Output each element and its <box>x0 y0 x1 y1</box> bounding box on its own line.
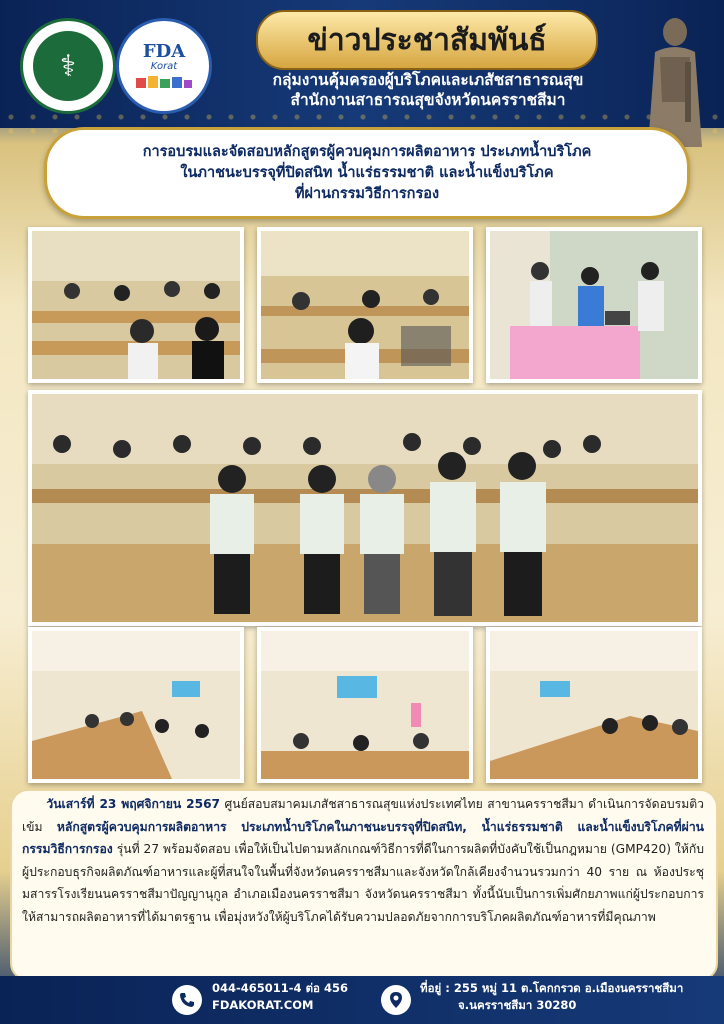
headline-line-2: ในภาชนะบรรจุที่ปิดสนิท น้ำแร่ธรรมชาติ และน้ำแข็งบริโภค <box>180 164 554 181</box>
provincial-health-office-logo <box>20 18 116 114</box>
photo-registration-desk <box>486 227 702 383</box>
article-body <box>22 793 704 929</box>
phone-number: 044-465011-4 ต่อ 456 <box>212 981 348 995</box>
website-link[interactable]: FDAKORAT.COM <box>212 998 314 1012</box>
photo-meeting-hall-1 <box>28 627 244 783</box>
headline-box <box>44 127 690 219</box>
fda-korat-logo <box>116 18 212 114</box>
caduceus-icon: ⚕ <box>33 31 103 101</box>
headline-line-3: ที่ผ่านกรรมวิธีการกรอง <box>294 185 440 202</box>
article-date: วันเสาร์ที่ 23 พฤศจิกายน 2567 <box>46 797 221 811</box>
page-title-pill <box>256 10 598 70</box>
article-text-2: รุ่นที่ 27 พร้อมจัดสอบ เพื่อให้เป็นไปตามหลักเกณฑ์วิธีการที่ดีในการผลิตที่บังคับใช้เป็นกฎหมาย (GMP420) ให้กับผู้ประกอบธุรกิจผลิตภัณฑ์อาหารและผู้ที่สนใจในพื้นที่จังหวัดนครราชสีมาและจังหวัดใกล้เคียงจำนวนรวมกว่า 40 ราย ณ ห้องประชุมสารรโรงเรียนนครราชสีมาปัญญานุกูล อำเภอเมืองนครราชสีมา จังหวัดนครราชสีมา ทั้งนี้นับเป็นการเพิ่มศักยภาพแก่ผู้ประกอบการให้สามารถผลิตอาหารที่ได้มาตรฐาน เพื่อมุ่งหวังให้ผู้บริโภคได้รับความปลอดภัยจากการบริโภคผลิตภัณฑ์อาหารที่มีคุณภาพ <box>22 842 704 924</box>
department-line-1: กลุ่มงานคุ้มครองผู้บริโภคและเภสัชสาธารณสุข <box>272 71 584 89</box>
department-line-2: สำนักงานสาธารณสุขจังหวัดนครราชสีมา <box>290 91 566 109</box>
address <box>420 980 683 1014</box>
shopping-cart-icon <box>134 72 194 90</box>
photo-meeting-hall-3 <box>486 627 702 783</box>
phone-icon <box>172 985 202 1015</box>
location-pin-icon <box>381 985 411 1015</box>
address-line-2: จ.นครราชสีมา 30280 <box>458 998 577 1012</box>
article-text-1: ศูนย์สอบสมาคมเภสัชสาธารณสุขแห่งประเทศไทย สาขานครราชสีมา ดำเนินการจัดอบรมติวเข้ม <box>22 797 704 834</box>
headline-line-1: การอบรมและจัดสอบหลักสูตรผู้ควบคุมการผลิตอาหาร ประเภทน้ำบริโภค <box>142 143 592 160</box>
photo-group-staff <box>28 390 702 626</box>
address-line-1: ที่อยู่ : 255 หมู่ 11 ต.โคกกรวด อ.เมืองนครราชสีมา <box>420 981 684 995</box>
logo-sub-text: Korat <box>150 60 178 72</box>
photo-exam-room-1 <box>28 227 244 383</box>
department-name <box>208 70 648 110</box>
contact-info <box>212 980 348 1014</box>
photo-exam-room-2 <box>257 227 473 383</box>
logo-brand-text: FDA <box>142 40 186 62</box>
article-course-name: หลักสูตรผู้ควบคุมการผลิตอาหาร ประเภทน้ำบริโภคในภาชนะบรรจุที่ปิดสนิท, น้ำแร่ธรรมชาติ และน้ำแข็งบริโภคที่ผ่านกรรมวิธีการกรอง <box>22 819 704 857</box>
photo-meeting-hall-2 <box>257 627 473 783</box>
page-title: ข่าวประชาสัมพันธ์ <box>307 22 547 58</box>
